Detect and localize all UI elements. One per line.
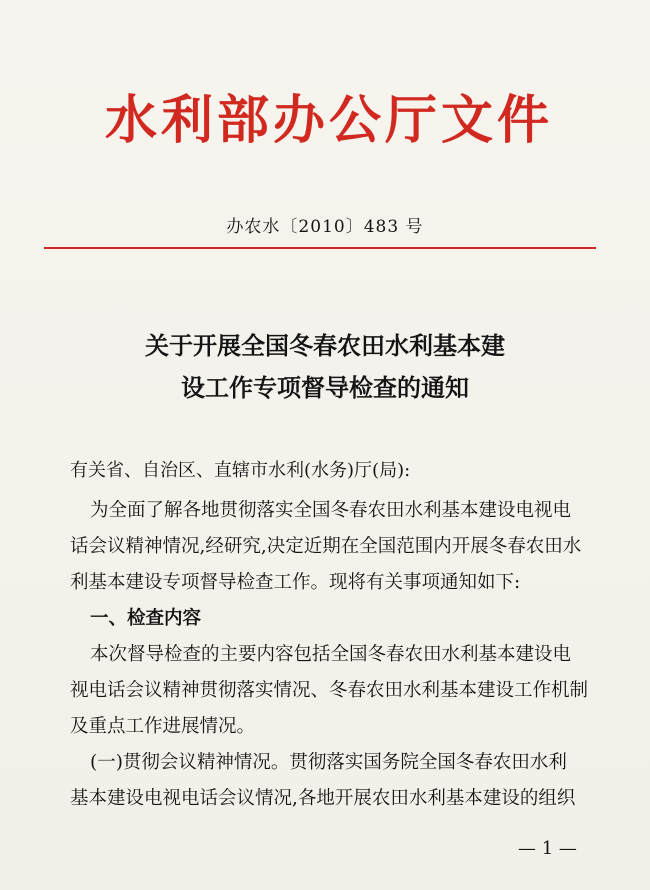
paragraph-3-line-2: 基本建设电视电话会议情况,各地开展农田水利基本建设的组织 — [70, 788, 576, 809]
paragraph-3-line-1: (一)贯彻会议精神情况。贯彻落实国务院全国冬春农田水利 — [90, 752, 567, 773]
addressee: 有关省、自治区、直辖市水利(水务)厅(局): — [70, 460, 411, 481]
paragraph-2-line-1: 本次督导检查的主要内容包括全国冬春农田水利基本建设电 — [90, 644, 572, 665]
notice-title — [100, 325, 550, 409]
paragraph-1-line-3: 利基本建设专项督导检查工作。现将有关事项通知如下: — [70, 572, 521, 593]
paragraph-1-line-2: 话会议精神情况,经研究,决定近期在全国范围内开展冬春农田水 — [70, 536, 582, 557]
paragraph-2-line-3: 及重点工作进展情况。 — [70, 716, 256, 737]
document-body — [70, 493, 590, 817]
notice-title-line-2: 设工作专项督导检查的通知 — [181, 373, 469, 402]
page-number: — 1 — — [518, 838, 577, 859]
paragraph-1-line-1: 为全面了解各地贯彻落实全国冬春农田水利基本建设电视电 — [90, 500, 572, 521]
paragraph-2-line-2: 视电话会议精神贯彻落实情况、冬春农田水利基本建设工作机制 — [70, 680, 589, 701]
red-divider-line — [44, 247, 596, 249]
section-1-heading: 一、检查内容 — [90, 608, 202, 629]
notice-title-line-1: 关于开展全国冬春农田水利基本建 — [145, 331, 505, 360]
issuing-office-title: 水利部办公厅文件 — [104, 90, 553, 151]
document-number: 办农水〔2010〕483 号 — [226, 217, 424, 237]
